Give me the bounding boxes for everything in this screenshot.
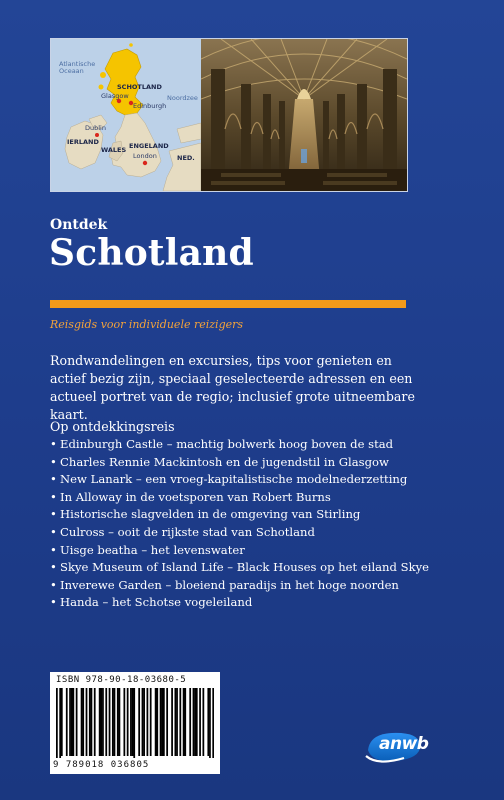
list-item xyxy=(50,454,450,472)
barcode-bar xyxy=(160,688,162,756)
list-item-text: Culross – ooit de rijkste stad van Schotland xyxy=(60,524,315,539)
barcode-bar xyxy=(109,688,111,756)
london-marker xyxy=(143,161,147,165)
barcode-bar xyxy=(207,688,209,756)
barcode-bar xyxy=(184,688,186,756)
bullet-icon: • xyxy=(50,595,57,610)
barcode-bar xyxy=(119,688,121,756)
ean-text: 9 789018 036805 xyxy=(53,760,150,770)
barcode-bar xyxy=(202,688,204,756)
barcode-bar xyxy=(176,688,178,756)
bullet-icon: • xyxy=(50,542,57,557)
bullet-icon: • xyxy=(50,507,57,522)
barcode xyxy=(50,672,220,774)
barcode-bar xyxy=(72,688,74,756)
barcode-bar xyxy=(199,688,201,756)
map-label-edinburgh: Edinburgh xyxy=(133,102,167,110)
page-title: Schotland xyxy=(49,232,254,274)
anwb-logo-text: anwb xyxy=(379,734,429,754)
map-label-wales: WALES xyxy=(101,146,127,154)
list-item-text: Charles Rennie Mackintosh en de jugendstil in Glasgow xyxy=(60,454,389,469)
barcode-bar xyxy=(193,688,195,756)
header-images xyxy=(50,38,408,192)
list-item xyxy=(50,471,450,489)
barcode-bar xyxy=(155,688,157,756)
map-label-england: ENGELAND xyxy=(129,142,169,150)
list-item xyxy=(50,594,450,612)
barcode-bar xyxy=(130,688,132,756)
bullet-icon: • xyxy=(50,577,57,592)
barcode-bar xyxy=(56,688,58,758)
barcode-bar xyxy=(156,688,158,756)
highlights-list xyxy=(50,436,450,612)
bullet-icon: • xyxy=(50,472,57,487)
barcode-bar xyxy=(127,688,129,756)
barcode-bar xyxy=(61,688,63,756)
list-item xyxy=(50,542,450,560)
intro-paragraph: Rondwandelingen en excursies, tips voor genieten en actief bezig zijn, speciaal geselecteerde adressen en een actueel portret van de regio; inclusief grote uitneembare kaart. xyxy=(50,353,415,422)
map-label-atlantic: Atlantische Oceaan xyxy=(59,60,96,76)
highlights-heading: Op ontdekkingsreis xyxy=(50,419,175,434)
barcode-bar xyxy=(114,688,116,756)
barcode-bar xyxy=(76,688,78,756)
location-map xyxy=(51,39,201,191)
anwb-logo xyxy=(364,730,429,764)
barcode-bar xyxy=(59,688,61,758)
barcode-bar xyxy=(99,688,101,756)
barcode-bar xyxy=(81,688,83,756)
barcode-bar xyxy=(150,688,152,756)
list-item xyxy=(50,436,450,454)
bullet-icon: • xyxy=(50,454,57,469)
barcode-bar xyxy=(171,688,173,756)
barcode-bar xyxy=(132,688,134,756)
barcode-bar xyxy=(142,688,144,756)
barcode-bar xyxy=(212,688,214,758)
barcode-bar xyxy=(117,688,119,756)
barcode-bar xyxy=(183,688,185,756)
list-item-text: Skye Museum of Island Life – Black Houses op het eiland Skye xyxy=(60,560,430,575)
barcode-bars xyxy=(56,688,214,758)
list-item xyxy=(50,559,450,577)
barcode-bar xyxy=(82,688,84,756)
barcode-bar xyxy=(209,688,211,758)
barcode-bar xyxy=(138,688,140,756)
bullet-icon: • xyxy=(50,524,57,539)
bullet-icon: • xyxy=(50,560,57,575)
bullet-icon: • xyxy=(50,437,57,451)
barcode-bar xyxy=(112,688,114,756)
map-label-ned: NED. xyxy=(177,154,195,162)
barcode-bar xyxy=(89,688,91,756)
tagline: Reisgids voor individuele reizigers xyxy=(50,318,244,331)
map-label-ireland: IERLAND xyxy=(67,138,99,146)
barcode-bar xyxy=(123,688,125,756)
list-item-text: Uisge beatha – het levenswater xyxy=(60,542,245,557)
cathedral-illustration xyxy=(201,39,407,191)
barcode-bar xyxy=(189,688,191,756)
barcode-bar xyxy=(166,688,168,756)
barcode-bar xyxy=(91,688,93,756)
barcode-bar xyxy=(196,688,198,756)
cathedral-photo xyxy=(201,39,407,191)
list-item xyxy=(50,506,450,524)
list-item-text: In Alloway in de voetsporen van Robert Burns xyxy=(60,489,331,504)
accent-rule xyxy=(50,300,406,308)
list-item-text: New Lanark – een vroeg-kapitalistische modelnederzetting xyxy=(60,472,408,487)
list-item-text: Inverewe Garden – bloeiend paradijs in het hoge noorden xyxy=(60,577,399,592)
title-kicker: Ontdek xyxy=(50,217,108,233)
barcode-bar xyxy=(71,688,73,756)
list-item-text: Edinburgh Castle – machtig bolwerk hoog boven de stad xyxy=(60,437,394,451)
barcode-bar xyxy=(175,688,177,756)
barcode-bar xyxy=(143,688,145,756)
list-item xyxy=(50,524,450,542)
barcode-bar xyxy=(105,688,107,756)
list-item xyxy=(50,577,450,595)
barcode-bar xyxy=(102,688,104,756)
barcode-bar xyxy=(66,688,68,756)
barcode-bar xyxy=(163,688,165,756)
map-label-london: London xyxy=(133,152,157,160)
map-label-northsea: Noordzee xyxy=(167,94,198,102)
map-label-dublin: Dublin xyxy=(85,124,106,132)
map-label-glasgow: Glasgow xyxy=(101,92,129,100)
bullet-icon: • xyxy=(50,489,57,504)
dublin-marker xyxy=(95,133,99,137)
barcode-bar xyxy=(100,688,102,756)
barcode-bar xyxy=(86,688,88,756)
list-item xyxy=(50,489,450,507)
isbn-text: ISBN 978-90-18-03680-5 xyxy=(56,675,187,685)
map-label-scotland: SCHOTLAND xyxy=(117,83,162,91)
list-item-text: Handa – het Schotse vogeleiland xyxy=(60,595,253,610)
list-item-text: Historische slagvelden in de omgeving van Stirling xyxy=(60,507,361,522)
barcode-bar xyxy=(179,688,181,756)
barcode-bar xyxy=(194,688,196,756)
barcode-bar xyxy=(94,688,96,756)
barcode-bar xyxy=(133,688,135,758)
barcode-bar xyxy=(69,688,71,756)
barcode-bar xyxy=(147,688,149,756)
barcode-bar xyxy=(161,688,163,756)
